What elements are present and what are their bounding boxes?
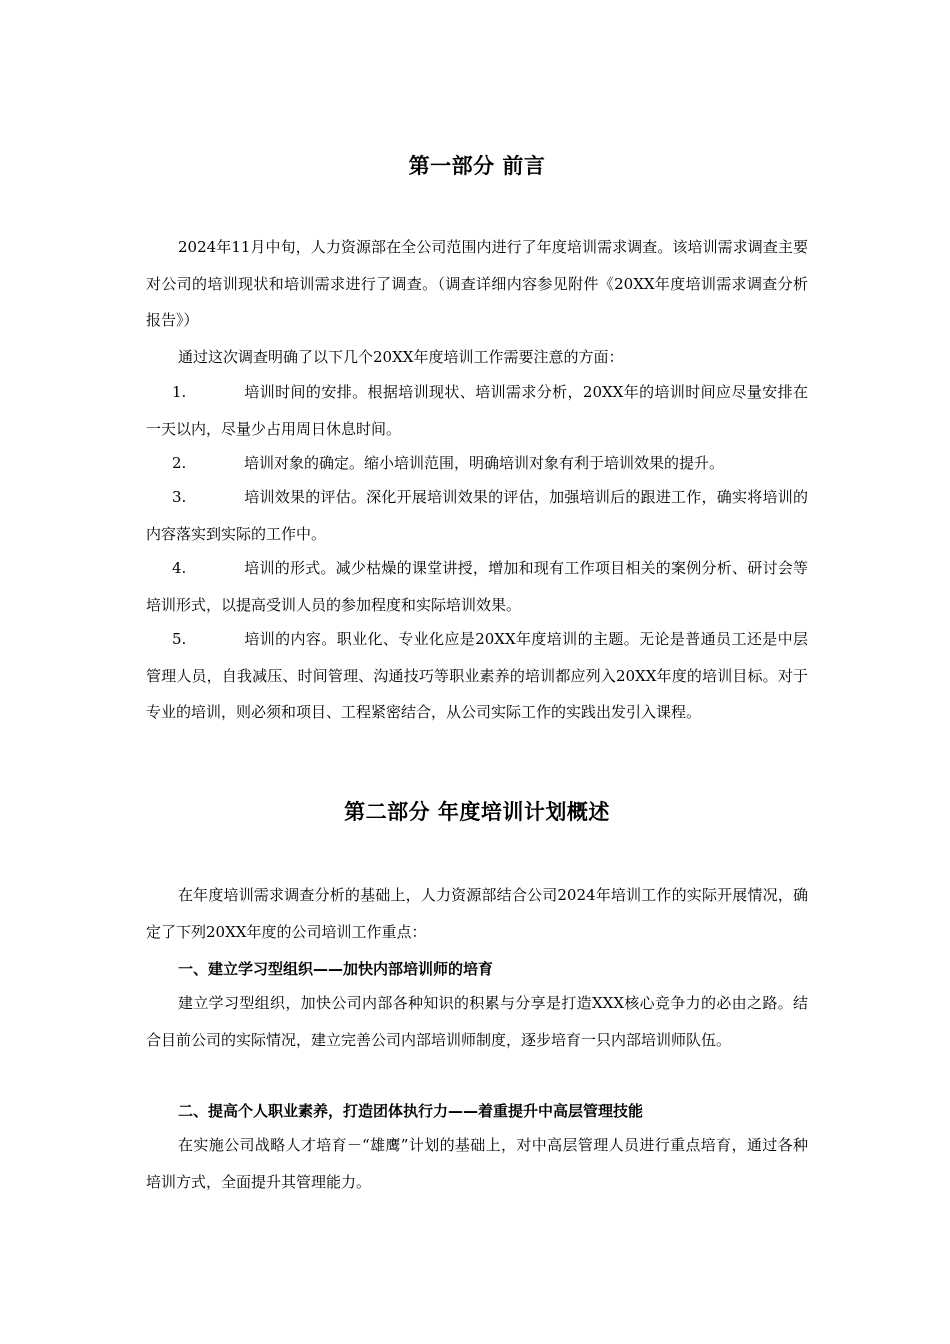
list-item — [146, 445, 808, 482]
part1-lead-paragraph: 通过这次调查明确了以下几个20XX年度培训工作需要注意的方面： — [178, 348, 624, 366]
section-body: 建立学习型组织，加快公司内部各种知识的积累与分享是打造XXX核心竞争力的必由之路。结合目前公司的实际情况，建立完善公司内部培训师制度，逐步培育一只内部培训师队伍。 — [146, 994, 808, 1049]
section-body: 在实施公司战略人才培育－“雄鹰”计划的基础上，对中高层管理人员进行重点培育，通过各种培训方式，全面提升其管理能力。 — [146, 1136, 808, 1191]
part1-title: 第一部分 前言 — [408, 154, 546, 178]
list-item-text: 培训对象的确定。缩小培训范围，明确培训对象有利于培训效果的提升。 — [244, 454, 725, 472]
list-item-number: 4. — [172, 559, 187, 577]
part2-intro-paragraph: 在年度培训需求调查分析的基础上，人力资源部结合公司2024年培训工作的实际开展情况，确定了下列20XX年度的公司培训工作重点： — [146, 886, 808, 941]
list-item — [146, 479, 808, 552]
list-item-number: 3. — [172, 488, 187, 506]
section-heading: 二、提高个人职业素养，打造团体执行力——着重提升中高层管理技能 — [178, 1102, 644, 1120]
list-item — [146, 374, 808, 447]
list-item-text: 培训的形式。减少枯燥的课堂讲授，增加和现有工作项目相关的案例分析、研讨会等培训形式，以提高受训人员的参加程度和实际培训效果。 — [146, 559, 808, 614]
list-item-text: 培训效果的评估。深化开展培训效果的评估，加强培训后的跟进工作，确实将培训的内容落实到实际的工作中。 — [146, 488, 808, 543]
list-item-number: 5. — [172, 630, 187, 648]
section-heading: 一、建立学习型组织——加快内部培训师的培育 — [178, 960, 494, 978]
list-item — [146, 621, 808, 731]
list-item-text: 培训时间的安排。根据培训现状、培训需求分析，20XX年的培训时间应尽量安排在一天以内，尽量少占用周日休息时间。 — [146, 383, 808, 438]
part2-title: 第二部分 年度培训计划概述 — [344, 800, 610, 824]
list-item-number: 2. — [172, 454, 187, 472]
part1-intro-paragraph: 2024年11月中旬，人力资源部在全公司范围内进行了年度培训需求调查。该培训需求调查主要对公司的培训现状和培训需求进行了调查。（调查详细内容参见附件《20XX年度培训需求调查分析报告》） — [146, 238, 808, 329]
list-item-number: 1. — [172, 383, 187, 401]
list-item — [146, 550, 808, 623]
list-item-text: 培训的内容。职业化、专业化应是20XX年度培训的主题。无论是普通员工还是中层管理人员，自我减压、时间管理、沟通技巧等职业素养的培训都应列入20XX年度的培训目标。对于专业的培训，则必须和项目、工程紧密结合，从公司实际工作的实践出发引入课程。 — [146, 630, 808, 721]
